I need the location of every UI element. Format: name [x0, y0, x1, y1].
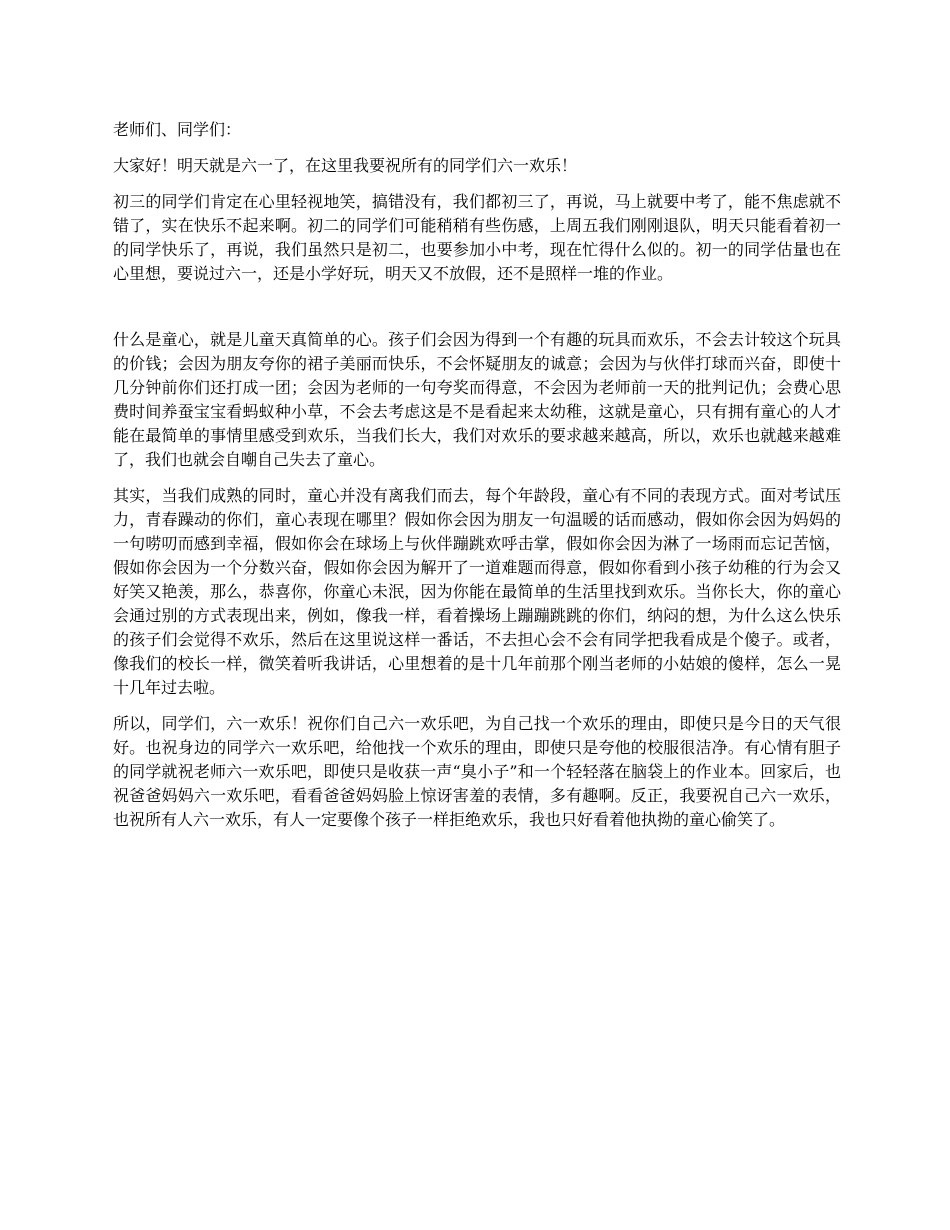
paragraph-closing: 所以，同学们，六一欢乐！祝你们自己六一欢乐吧，为自己找一个欢乐的理由，即使只是今日的天气很好。也祝身边的同学六一欢乐吧，给他找一个欢乐的理由，即使只是夸他的校服很洁净。有心情有胆子的同学就祝老师六一欢乐吧，即使只是收获一声“臭小子”和一个轻轻落在脑袋上的作业本。回家后，也祝爸爸妈妈六一欢乐吧，看看爸爸妈妈脸上惊讶害羞的表情，多有趣啊。反正，我要祝自己六一欢乐，也祝所有人六一欢乐，有人一定要像个孩子一样拒绝欢乐，我也只好看着他执拗的童心偷笑了。 [113, 714, 841, 829]
salutation: 老师们、同学们： [113, 120, 242, 139]
paragraph-childlike-heart: 什么是童心，就是儿童天真简单的心。孩子们会因为得到一个有趣的玩具而欢乐，不会去计较这个玩具的价钱；会因为朋友夸你的裙子美丽而快乐，不会怀疑朋友的诚意；会因为与伙伴打球而兴奋，即使十几分钟前你们还打成一团；会因为老师的一句夸奖而得意，不会因为老师前一天的批判记仇；会费心思费时间养蚕宝宝看蚂蚁种小草，不会去考虑这是不是看起来太幼稚，这就是童心，只有拥有童心的人才能在最简单的事情里感受到欢乐，当我们长大，我们对欢乐的要求越来越高，所以，欢乐也就越来越难了，我们也就会自嘲自己失去了童心。 [113, 330, 841, 469]
paragraph-grades: 初三的同学们肯定在心里轻视地笑，搞错没有，我们都初三了，再说，马上就要中考了，能不焦虑就不错了，实在快乐不起来啊。初二的同学们可能稍稍有些伤感，上周五我们刚刚退队，明天只能看着初一的同学快乐了，再说，我们虽然只是初二，也要参加小中考，现在忙得什么似的。初一的同学估量也在心里想，要说过六一，还是小学好玩，明天又不放假，还不是照样一堆的作业。 [113, 192, 841, 283]
paragraph-greeting: 大家好！明天就是六一了，在这里我要祝所有的同学们六一欢乐！ [113, 156, 578, 175]
document-body [113, 118, 841, 844]
paragraph-growing-up: 其实，当我们成熟的同时，童心并没有离我们而去，每个年龄段，童心有不同的表现方式。面对考试压力，青春躁动的你们，童心表现在哪里？假如你会因为朋友一句温暖的话而感动，假如你会因为妈妈的一句唠叨而感到幸福，假如你会在球场上与伙伴蹦跳欢呼击掌，假如你会因为淋了一场雨而忘记苦恼，假如你会因为一个分数兴奋，假如你会因为解开了一道难题而得意，假如你看到小孩子幼稚的行为会又好笑又艳羡，那么，恭喜你，你童心未泯，因为你能在最简单的生活里找到欢乐。当你长大，你的童心会通过别的方式表现出来，例如，像我一样，看着操场上蹦蹦跳跳的你们，纳闷的想，为什么这么快乐的孩子们会觉得不欢乐，然后在这里说这样一番话，不去担心会不会有同学把我看成是个傻子。或者，像我们的校长一样，微笑着听我讲话，心里想着的是十几年前那个刚当老师的小姑娘的傻样，怎么一晃十几年过去啦。 [113, 486, 841, 697]
